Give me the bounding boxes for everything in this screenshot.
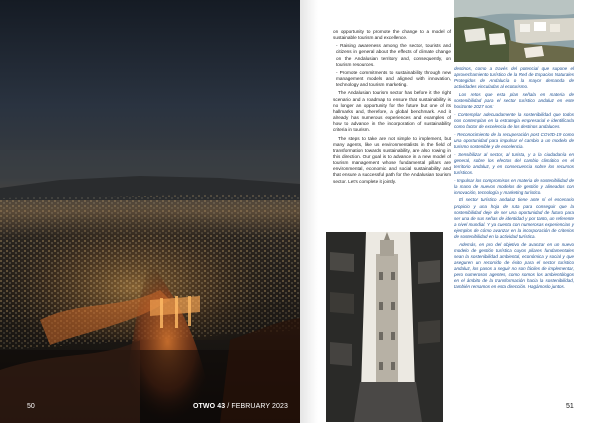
footer-magazine-issue — [193, 403, 288, 410]
english-paragraph: The steps to take are not simple to implement, but many agents, like us environmentalists in the field of transformation towards sustainability, are also rowing in this direction. Our goal is to advance in a new model of tourism management whose fundamental pillars are environmental, economic and social sustainability and that ensure a successful path for the Andalusian tourism sector. Let's complete it jointly. — [333, 135, 451, 184]
spanish-text-column — [454, 66, 574, 292]
spanish-bullet: - Reconocimiento de la recuperación post COVID-19 como una oportunidad para impulsar el cambio a un modelo de turismo sostenible y de excelencia. — [454, 131, 574, 149]
spanish-bullet: - Contemplar adecuadamente la sostenibilidad que todos nos contemplan en la estrategia empresarial e identificarla como factor de excelencia de los destinos andaluces. — [454, 111, 574, 130]
english-text-column — [333, 29, 451, 187]
magazine-name: OTWO 43 — [193, 403, 226, 410]
white-village-cliff-photo — [454, 0, 574, 62]
english-paragraph: on opportunity to promote the change to a model of sustainable tourism and excellence. — [333, 29, 451, 41]
giralda-tower-street-photo — [326, 232, 443, 422]
spanish-bullet: - Impulsar los compromisos en materia de sostenibilidad de la mano de nuevos modelos de gestión y alineados con innovación, tecnología y marketing turístico. — [454, 177, 574, 195]
page-number-right: 51 — [566, 403, 574, 410]
magazine-issue-date: / FEBRUARY 2023 — [225, 403, 289, 410]
spanish-paragraph: Los retos que esta plan señala en materia de sostenibilidad para el sector turístico andaluz en este horizonte 2027 son: — [454, 91, 574, 110]
spanish-paragraph: destinos, como a través del potencial que supone el aprovechamiento turístico de la Red de Espacios Naturales Protegidos de Andalucía o la mayor demanda de actividades vinculadas al ecoturismo. — [454, 66, 574, 90]
spanish-paragraph: Además, en pro del objetivo de avanzar en un nuevo modelo de gestión turística cuyos pilares fundamentales sean la sostenibilidad ambiental, económica y social y que aseguren un recorrido de éxito para el sector turístico andaluz, los pasos a seguir no son fáciles de implementar, pero numerosos agentes, como somos los ambientólogos en el ámbito de la transformación hacia la sostenibilidad, también remamos en esta dirección. Hagámoslo juntos. — [454, 241, 574, 290]
page-number-left: 50 — [27, 403, 35, 410]
english-bullet: - Promote commitments to sustainability through new management models and aligned with innovation, technology and tourism marketing. — [336, 69, 451, 88]
page-gutter-shadow — [300, 0, 318, 423]
spanish-bullet: - Sensibilizar al sector, al turista, y a la ciudadanía en general, sobre los efectos del cambio climático en el territorio andaluz, y en consecuencia sobre los recursos turísticos. — [454, 151, 574, 175]
english-paragraph: The Andalusian tourism sector has before it the right scenario and a roadmap to ensure that sustainability is no longer an opportunity for the future but one of its hallmarks and, therefore, a global benchmark. And it already has numerous experiences and examples of how to advance in the incorporation of sustainability criteria in tourism. — [333, 90, 451, 133]
spanish-paragraph: El sector turístico andaluz tiene ante sí el escenario propicio y una hoja de ruta para conseguir que la sostenibilidad deje de ser una oportunidad de futuro para ser una de sus señas de identidad y por tanto, un referente a nivel mundial. Y ya cuenta con numerosas experiencias y ejemplos de cómo avanzar en la incorporación de criterios de sostenibilidad en la actividad turística. — [454, 197, 574, 239]
right-page — [300, 0, 600, 423]
english-bullet: - Raising awareness among the sector, tourists and citizens in general about the effects of climate change on the Andalusian territory and, consequently, on tourism resources. — [336, 43, 451, 67]
